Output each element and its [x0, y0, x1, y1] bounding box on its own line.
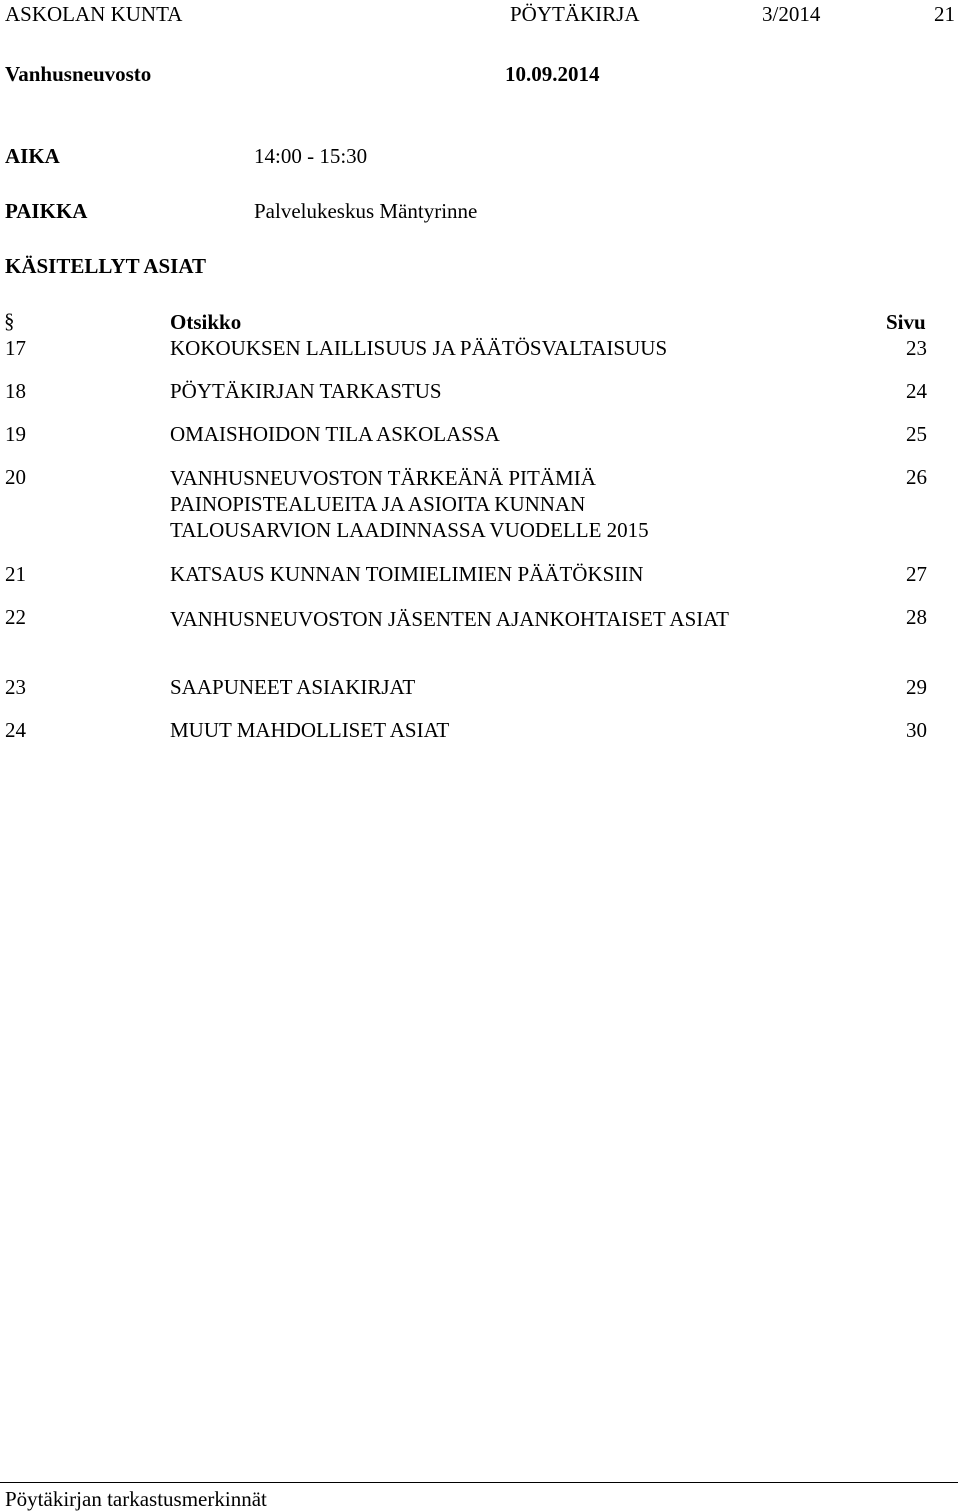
handled-matters-heading: KÄSITELLYT ASIAT [5, 254, 206, 278]
agenda-item-title: OMAISHOIDON TILA ASKOLASSA [170, 422, 500, 446]
agenda-item-number: 20 [5, 465, 26, 489]
agenda-item-number: 22 [5, 605, 26, 629]
agenda-item-page: 29 [906, 675, 927, 699]
place-value: Palvelukeskus Mäntyrinne [254, 199, 478, 223]
organization-name: ASKOLAN KUNTA [5, 2, 183, 26]
agenda-item-page: 24 [906, 379, 927, 403]
agenda-item-page: 27 [906, 562, 927, 586]
agenda-item-title: KOKOUKSEN LAILLISUUS JA PÄÄTÖSVALTAISUUS [170, 336, 668, 360]
agenda-item-title: MUUT MAHDOLLISET ASIAT [170, 718, 450, 742]
page-column-header: Sivu [886, 310, 926, 334]
page-number: 21 [934, 2, 955, 26]
body-name: Vanhusneuvosto [5, 62, 152, 86]
agenda-item-number: 18 [5, 379, 26, 403]
footer-text: Pöytäkirjan tarkastusmerkinnät [5, 1487, 267, 1511]
agenda-item-title: VANHUSNEUVOSTON TÄRKEÄNÄ PITÄMIÄ PAINOPISTEALUEITA JA ASIOITA KUNNAN TALOUSARVION LAADINNASSA VUODELLE 2015 [170, 466, 649, 542]
agenda-item-page: 28 [906, 605, 927, 629]
agenda-item-title: SAAPUNEET ASIAKIRJAT [170, 675, 416, 699]
agenda-item-title: PÖYTÄKIRJAN TARKASTUS [170, 379, 442, 403]
place-label: PAIKKA [5, 199, 88, 223]
agenda-item-page: 26 [906, 465, 927, 489]
agenda-item-page: 30 [906, 718, 927, 742]
agenda-item-number: 21 [5, 562, 26, 586]
meeting-date: 10.09.2014 [505, 62, 600, 86]
document-number: 3/2014 [762, 2, 821, 26]
time-label: AIKA [5, 144, 60, 168]
agenda-item-number: 17 [5, 336, 26, 360]
agenda-item-number: 24 [5, 718, 26, 742]
agenda-item-number: 23 [5, 675, 26, 699]
agenda-item-number: 19 [5, 422, 26, 446]
agenda-item-title: VANHUSNEUVOSTON JÄSENTEN AJANKOHTAISET ASIAT [170, 607, 729, 631]
footer-divider [0, 1482, 958, 1483]
document-type: PÖYTÄKIRJA [510, 2, 640, 26]
time-value: 14:00 - 15:30 [254, 144, 368, 168]
agenda-item-page: 25 [906, 422, 927, 446]
agenda-item-page: 23 [906, 336, 927, 360]
section-symbol-icon: § [4, 309, 15, 333]
agenda-item-title: KATSAUS KUNNAN TOIMIELIMIEN PÄÄTÖKSIIN [170, 562, 644, 586]
title-column-header: Otsikko [170, 310, 242, 334]
